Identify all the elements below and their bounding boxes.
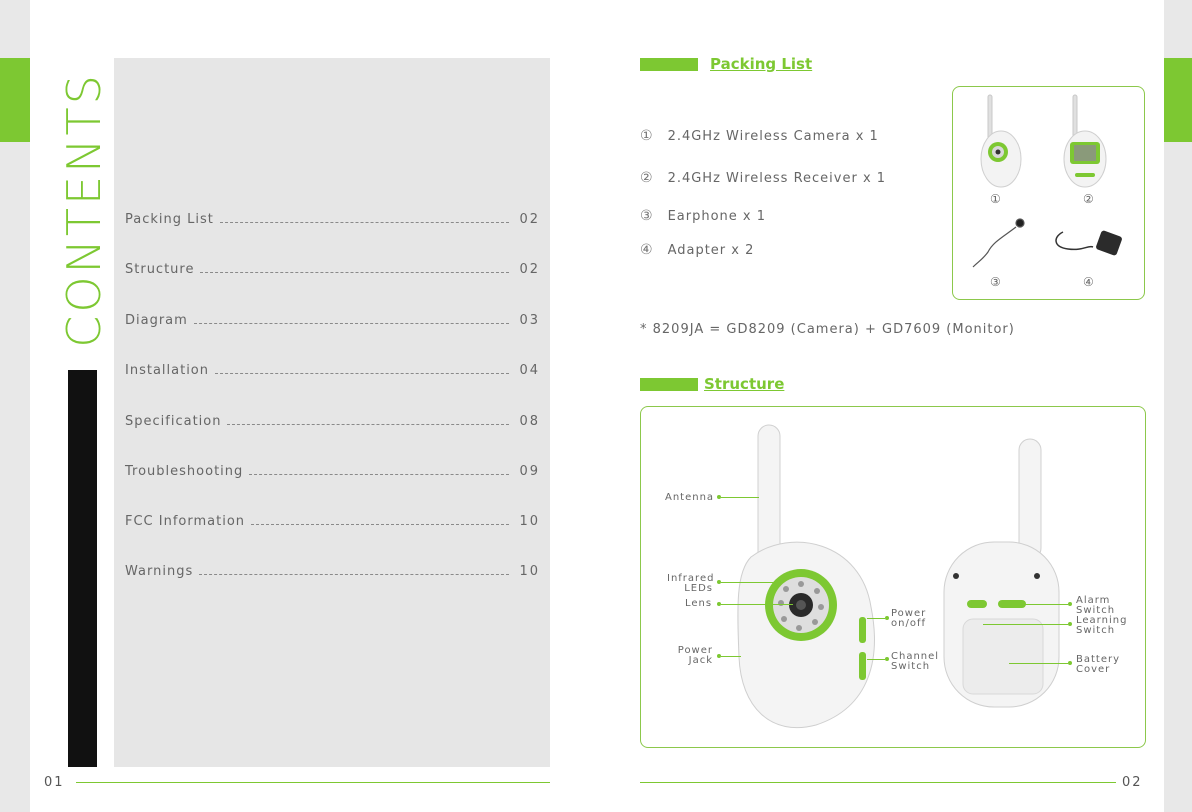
toc-page: 04: [519, 363, 540, 378]
toc-label: Installation: [125, 363, 210, 378]
toc-label: FCC Information: [125, 514, 246, 529]
toc-page: 02: [519, 262, 540, 277]
footer-rule-right: [640, 782, 1116, 783]
callout-lens: Lens: [685, 598, 713, 609]
packing-item: [640, 170, 886, 186]
earphone-image: [973, 219, 1024, 267]
image-label: ④: [1083, 275, 1094, 289]
callout-infrared-leds: Infrared LEDs: [667, 573, 715, 594]
item-text: Earphone x 1: [667, 208, 766, 224]
toc-row-packing-list[interactable]: [125, 212, 540, 230]
callout-power-jack: Power Jack: [677, 645, 713, 666]
left-green-tab: [0, 58, 30, 142]
callout-antenna: Antenna: [665, 492, 715, 503]
contents-title: CONTENTS: [57, 72, 111, 348]
toc-page: 10: [519, 564, 540, 579]
item-text: 2.4GHz Wireless Receiver x 1: [667, 170, 887, 186]
toc-label: Structure: [125, 262, 195, 277]
toc-row-structure[interactable]: [125, 262, 540, 280]
callout-alarm-switch: Alarm Switch: [1076, 595, 1116, 616]
model-note: * 8209JA = GD8209 (Camera) + GD7609 (Monitor): [640, 322, 1015, 337]
toc-row-fcc-information[interactable]: [125, 514, 540, 532]
section-bar-packing: [640, 58, 698, 71]
black-accent-bar: [68, 370, 97, 767]
toc-row-installation[interactable]: [125, 363, 540, 381]
toc-row-diagram[interactable]: [125, 313, 540, 331]
structure-heading: Structure: [704, 375, 785, 393]
toc-label: Packing List: [125, 212, 214, 227]
footer-rule-left: [76, 782, 550, 783]
item-number: ③: [640, 208, 654, 224]
callout-battery-cover: Battery Cover: [1076, 654, 1121, 675]
packing-item: [640, 128, 879, 144]
camera-illustration: [738, 425, 875, 728]
right-green-tab: [1164, 58, 1192, 142]
item-text: Adapter x 2: [667, 242, 755, 258]
toc-page: 03: [519, 313, 540, 328]
structure-diagram: [641, 407, 1147, 749]
packing-images: [953, 87, 1146, 301]
packing-item: [640, 242, 754, 258]
toc-row-specification[interactable]: [125, 414, 540, 432]
page-number-left: 01: [44, 775, 65, 790]
toc-page: 08: [519, 414, 540, 429]
image-label: ②: [1083, 192, 1094, 206]
toc-panel: [114, 58, 550, 767]
toc-row-warnings[interactable]: [125, 564, 540, 582]
page-number-right: 02: [1122, 775, 1143, 790]
item-number: ①: [640, 128, 654, 144]
toc-label: Specification: [125, 414, 222, 429]
packing-item: [640, 208, 766, 224]
callout-channel-switch: Channel Switch: [891, 651, 940, 672]
callout-power-onoff: Power on/off: [891, 608, 927, 629]
toc-label: Troubleshooting: [125, 464, 244, 479]
section-bar-structure: [640, 378, 698, 391]
camera-back-illustration: [944, 439, 1059, 707]
item-text: 2.4GHz Wireless Camera x 1: [667, 128, 879, 144]
toc-label: Warnings: [125, 564, 194, 579]
packing-list-heading: Packing List: [710, 55, 813, 73]
toc-page: 09: [519, 464, 540, 479]
toc-row-troubleshooting[interactable]: [125, 464, 540, 482]
item-number: ④: [640, 242, 654, 258]
toc-label: Diagram: [125, 313, 188, 328]
monitor-image: [1064, 95, 1106, 187]
structure-box: [640, 406, 1146, 748]
callout-learning-switch: Learning Switch: [1076, 615, 1128, 636]
camera-image: [981, 95, 1021, 187]
image-label: ①: [990, 192, 1001, 206]
toc-page: 10: [519, 514, 540, 529]
image-label: ③: [990, 275, 1001, 289]
toc-page: 02: [519, 212, 540, 227]
packing-images-box: [952, 86, 1145, 300]
adapter-image: [1056, 230, 1123, 256]
item-number: ②: [640, 170, 654, 186]
